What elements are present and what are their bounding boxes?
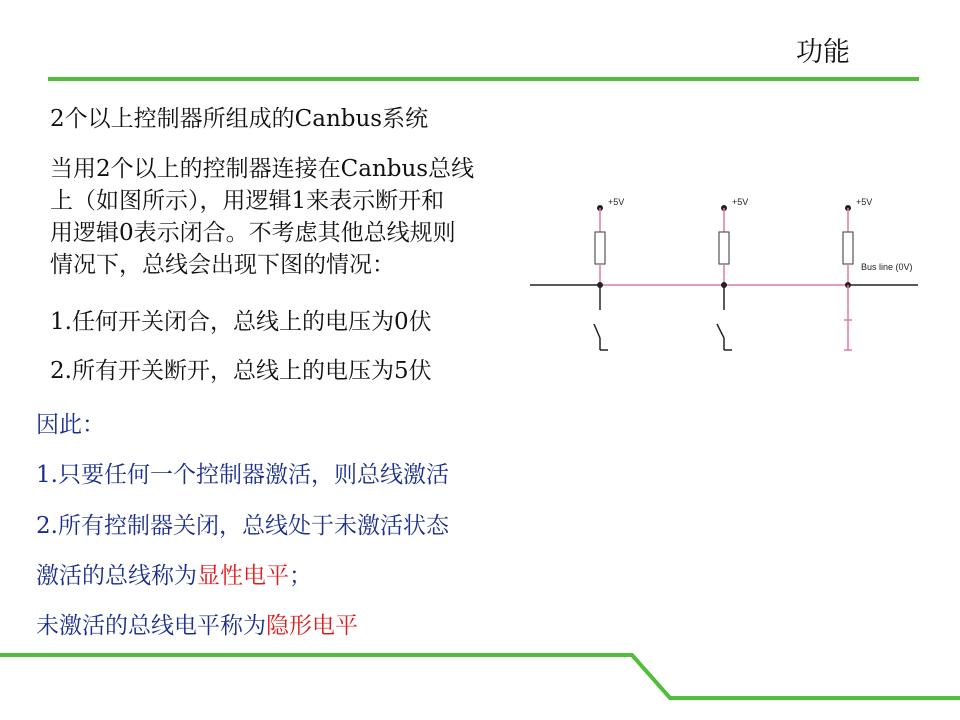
dominant-term: 显性电平 bbox=[197, 563, 289, 589]
recessive-level-line bbox=[36, 611, 358, 641]
bottom-decorative-border bbox=[0, 650, 960, 710]
conclusion-heading: 因此： bbox=[36, 412, 105, 438]
intro-paragraph-line: 情况下，总线会出现下图的情况： bbox=[50, 252, 395, 278]
canbus-circuit-diagram bbox=[528, 190, 920, 360]
intro-paragraph-line: 当用2个以上的控制器连接在Canbus总线 bbox=[50, 156, 475, 182]
intro-paragraph-line: 上（如图所示），用逻辑1来表示断开和 bbox=[50, 188, 445, 214]
bus-line-label: Bus line (0V) bbox=[861, 262, 913, 272]
pullup-resistor bbox=[719, 232, 729, 264]
pullup-resistor bbox=[843, 232, 853, 264]
pullup-resistor bbox=[595, 232, 605, 264]
conclusion-point: 2.所有控制器关闭，总线处于未激活状态 bbox=[36, 513, 449, 539]
conclusion-point: 1.只要任何一个控制器激活，则总线激活 bbox=[36, 462, 449, 488]
recessive-term: 隐形电平 bbox=[266, 613, 358, 639]
controller-node-1 bbox=[594, 197, 624, 350]
dominant-suffix: ； bbox=[289, 563, 312, 589]
intro-paragraph-line: 用逻辑0表示闭合。不考虑其他总线规则 bbox=[50, 220, 456, 246]
intro-point: 2.所有开关断开，总线上的电压为5伏 bbox=[50, 358, 432, 384]
controller-node-3 bbox=[843, 197, 913, 350]
intro-heading: 2个以上控制器所组成的Canbus系统 bbox=[50, 106, 429, 132]
bottom-border-line bbox=[0, 655, 960, 698]
open-switch-blade bbox=[594, 324, 600, 338]
dominant-level-line bbox=[36, 561, 312, 591]
supply-label: +5V bbox=[856, 197, 873, 207]
dominant-prefix: 激活的总线称为 bbox=[36, 563, 197, 589]
supply-label: +5V bbox=[732, 197, 749, 207]
controller-node-2 bbox=[717, 197, 748, 350]
recessive-prefix: 未激活的总线电平称为 bbox=[36, 613, 266, 639]
open-switch-blade bbox=[717, 324, 724, 338]
intro-point: 1.任何开关闭合，总线上的电压为0伏 bbox=[50, 309, 432, 335]
supply-label: +5V bbox=[608, 197, 625, 207]
title-divider bbox=[48, 77, 919, 81]
page-title: 功能 bbox=[796, 37, 850, 68]
